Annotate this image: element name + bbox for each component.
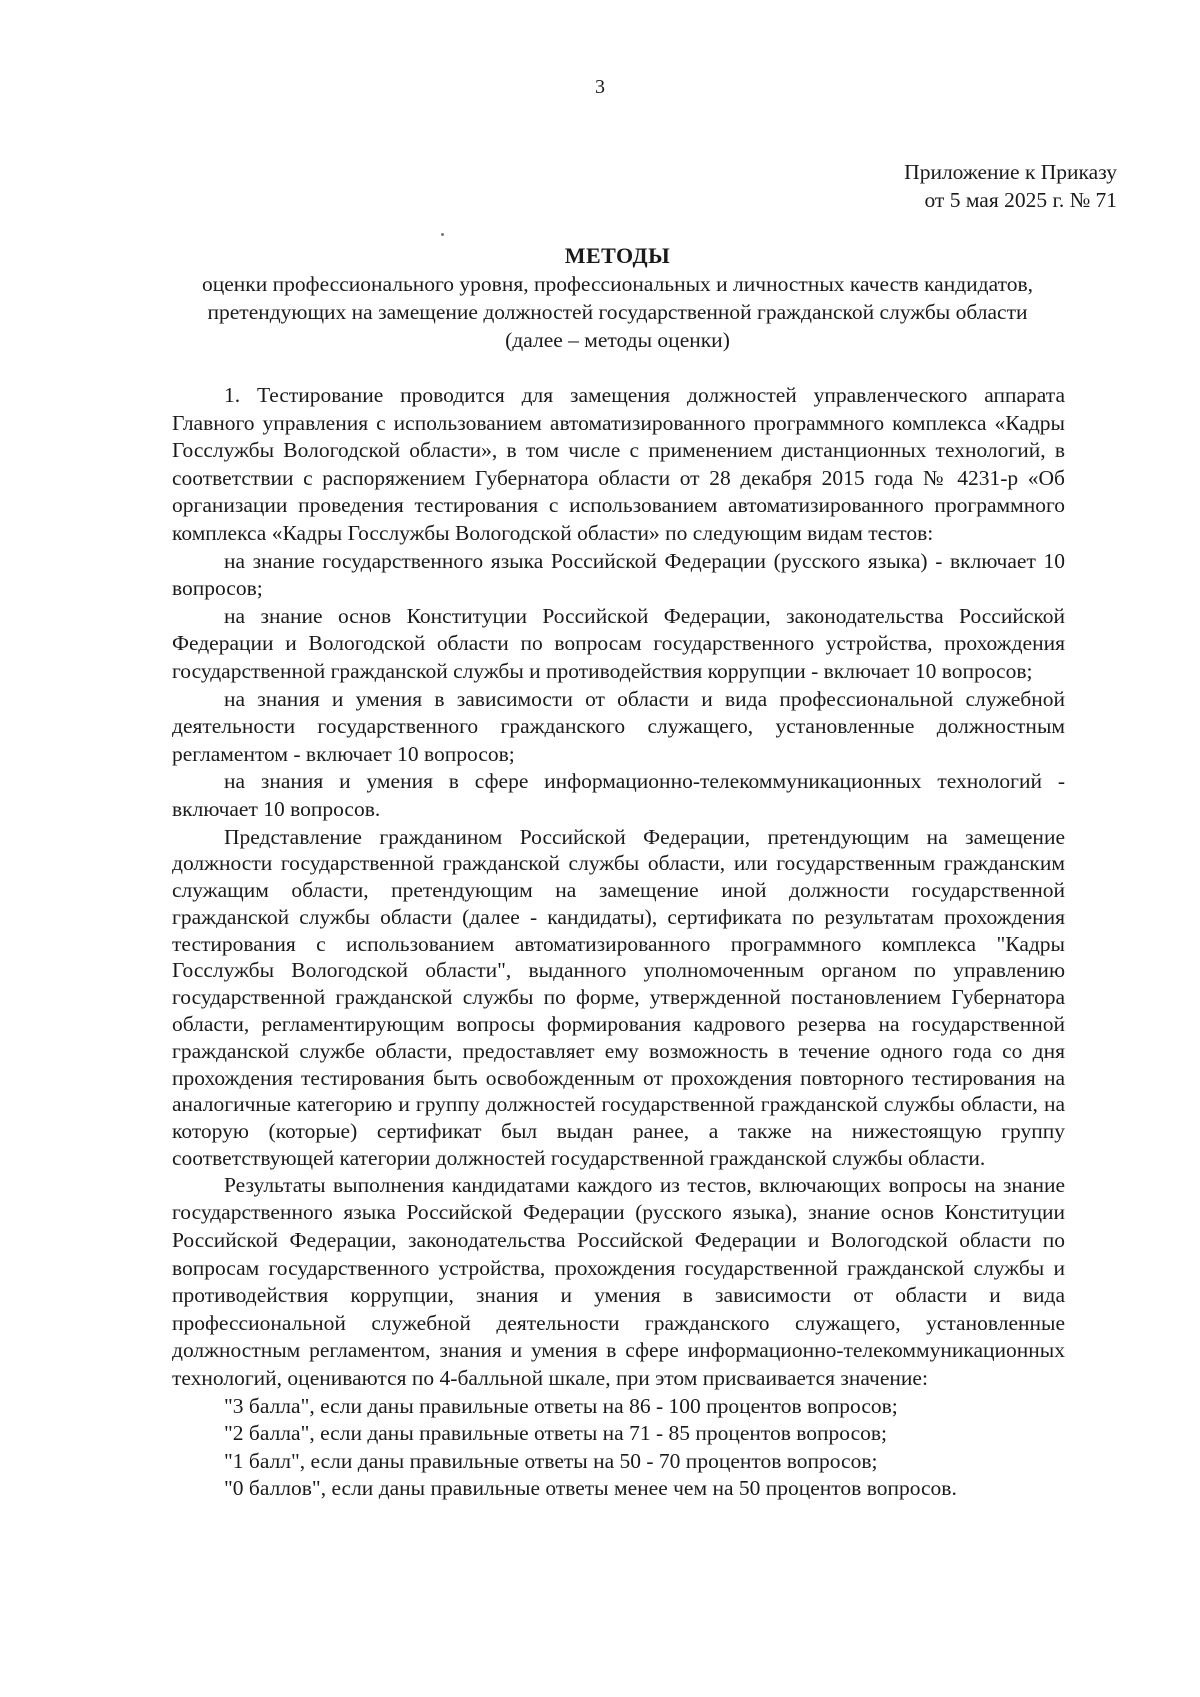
- appendix-line-1: Приложение к Приказу: [904, 160, 1117, 184]
- score-item: "1 балл", если даны правильные ответы на 50 - 70 процентов вопросов;: [224, 1448, 878, 1473]
- paragraph-test-language: на знание государственного языка Российской Федерации (русского языка) - включает 10 вопросов;: [172, 548, 1065, 601]
- paragraph-test-professional: на знания и умения в зависимости от области и вида профессиональной служебной деятельности государственного гражданского служащего, установленные должностным регламентом - включает 10 вопросов;: [172, 686, 1065, 766]
- score-item: "3 балла", если даны правильные ответы на 86 - 100 процентов вопросов;: [224, 1393, 898, 1418]
- appendix-reference: [904, 158, 1117, 214]
- page-number: 3: [595, 76, 605, 98]
- document-title: [170, 242, 1065, 354]
- title-line-1: оценки профессионального уровня, профессиональных и личностных качеств кандидатов,: [202, 272, 1033, 296]
- paragraph-test-constitution: на знание основ Конституции Российской Федерации, законодательства Российской Федерации и Вологодской области по вопросам государственного устройства, прохождения государственной гражданской службы и противодействия коррупции - включает 10 вопросов;: [172, 603, 1065, 683]
- score-item: "0 баллов", если даны правильные ответы менее чем на 50 процентов вопросов.: [224, 1476, 957, 1501]
- scan-speck: [441, 233, 444, 236]
- document-body: [172, 382, 1065, 1503]
- title-line-2: претендующих на замещение должностей государственной гражданской службы области: [207, 300, 1028, 324]
- title-heading: МЕТОДЫ: [564, 243, 671, 268]
- title-line-3: (далее – методы оценки): [505, 328, 730, 352]
- paragraph-testing-intro: 1. Тестирование проводится для замещения должностей управленческого аппарата Главного управления с использованием автоматизированного программного комплекса «Кадры Госслужбы Вологодской области», в том числе с применением дистанционных технологий, в соответствии с распоряжением Губернатора области от 28 декабря 2015 года № 4231-р «Об организации проведения тестирования с использованием автоматизированного программного комплекса «Кадры Госслужбы Вологодской области» по следующим видам тестов:: [172, 383, 1065, 545]
- paragraph-certificate: Представление гражданином Российской Федерации, претендующим на замещение должности государственной гражданской службы области, или государственным гражданским служащим области, претендующим на замещение иной должности государственной гражданской службы области (далее - кандидаты), сертификата по результатам прохождения тестирования с использованием автоматизированного программного комплекса "Кадры Госслужбы Вологодской области", выданного уполномоченным органом по управлению государственной гражданской службы по форме, утвержденной постановлением Губернатора области, регламентирующим вопросы формирования кадрового резерва на государственной гражданской службе области, предоставляет ему возможность в течение одного года со дня прохождения тестирования быть освобожденным от прохождения повторного тестирования на аналогичные категорию и группу должностей государственной гражданской службы области, на которую (которые) сертификат был выдан ранее, а также на нижестоящую группу соответствующей категории должностей государственной гражданской службы области.: [172, 824, 1065, 1171]
- paragraph-test-ict: на знания и умения в сфере информационно-телекоммуникационных технологий - включает 10 вопросов.: [172, 769, 1065, 821]
- score-item: "2 балла", если даны правильные ответы на 71 - 85 процентов вопросов;: [224, 1421, 888, 1446]
- appendix-line-2: от 5 мая 2025 г. № 71: [924, 188, 1117, 212]
- paragraph-results: Результаты выполнения кандидатами каждого из тестов, включающих вопросы на знание государственного языка Российской Федерации (русского языка), знание основ Конституции Российской Федерации, законодательства Российской Федерации и Вологодской области по вопросам государственного устройства, прохождения государственной гражданской службы и противодействия коррупции, знания и умения в зависимости от области и вида профессиональной служебной деятельности гражданского служащего, установленные должностным регламентом, знания и умения в сфере информационно-телекоммуникационных технологий, оцениваются по 4-балльной шкале, при этом присваивается значение:: [172, 1172, 1065, 1391]
